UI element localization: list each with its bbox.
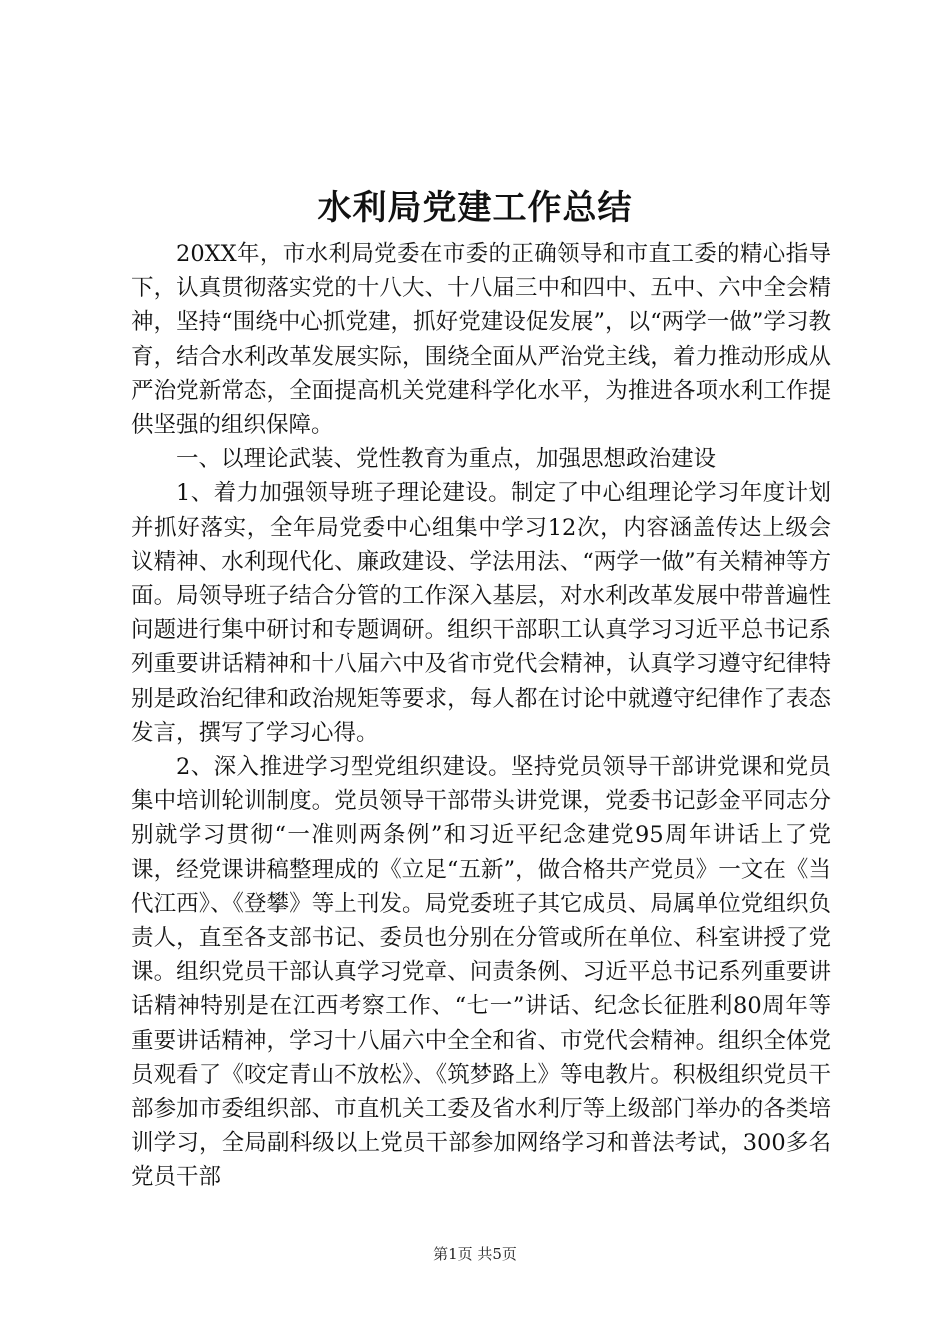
body-paragraph: 1、着力加强领导班子理论建设。制定了中心组理论学习年度计划并抓好落实，全年局党委中心组集中学习12次，内容涵盖传达上级会议精神、水利现代化、廉政建设、学法用法、“两学一做”有关精神等方面。局领导班子结合分管的工作深入基层，对水利改革发展中带普遍性问题进行集中研讨和专题调研。组织干部职工认真学习习近平总书记系列重要讲话精神和十八届六中及省市党代会精神，认真学习遵守纪律特别是政治纪律和政治规矩等要求，每人都在讨论中就遵守纪律作了表态发言，撰写了学习心得。 bbox=[131, 480, 831, 746]
page-number-footer: 第1页 共5页 bbox=[433, 1245, 517, 1263]
section-heading: 一、以理论武装、党性教育为重点，加强思想政治建设 bbox=[176, 446, 717, 473]
body-paragraph: 2、深入推进学习型党组织建设。坚持党员领导干部讲党课和党员集中培训轮训制度。党员领导干部带头讲党课，党委书记彭金平同志分别就学习贯彻“一准则两条例”和习近平纪念建党95周年讲话上了党课，经党课讲稿整理成的《立足“五新”，做合格共产党员》一文在《当代江西》、《登攀》等上刊发。局党委班子其它成员、局属单位党组织负责人，直至各支部书记、委员也分别在分管或所在单位、科室讲授了党课。组织党员干部认真学习党章、问责条例、习近平总书记系列重要讲话精神特别是在江西考察工作、“七一”讲话、纪念长征胜利80周年等重要讲话精神，学习十八届六中全全和省、市党代会精神。组织全体党员观看了《咬定青山不放松》、《筑梦路上》等电教片。积极组织党员干部参加市委组织部、市直机关工委及省水利厅等上级部门举办的各类培训学习，全局副科级以上党员干部参加网络学习和普法考试，300多名党员干部 bbox=[131, 754, 831, 1191]
intro-paragraph: 20XX年，市水利局党委在市委的正确领导和市直工委的精心指导下，认真贯彻落实党的十八大、十八届三中和四中、五中、六中全会精神，坚持“围绕中心抓党建，抓好党建设促发展”，以“两学一做”学习教育，结合水利改革发展实际，围绕全面从严治党主线，着力推动形成从严治党新常态，全面提高机关党建科学化水平，为推进各项水利工作提供坚强的组织保障。 bbox=[131, 241, 831, 439]
document-body bbox=[131, 237, 831, 1195]
document-title: 水利局党建工作总结 bbox=[317, 188, 633, 228]
